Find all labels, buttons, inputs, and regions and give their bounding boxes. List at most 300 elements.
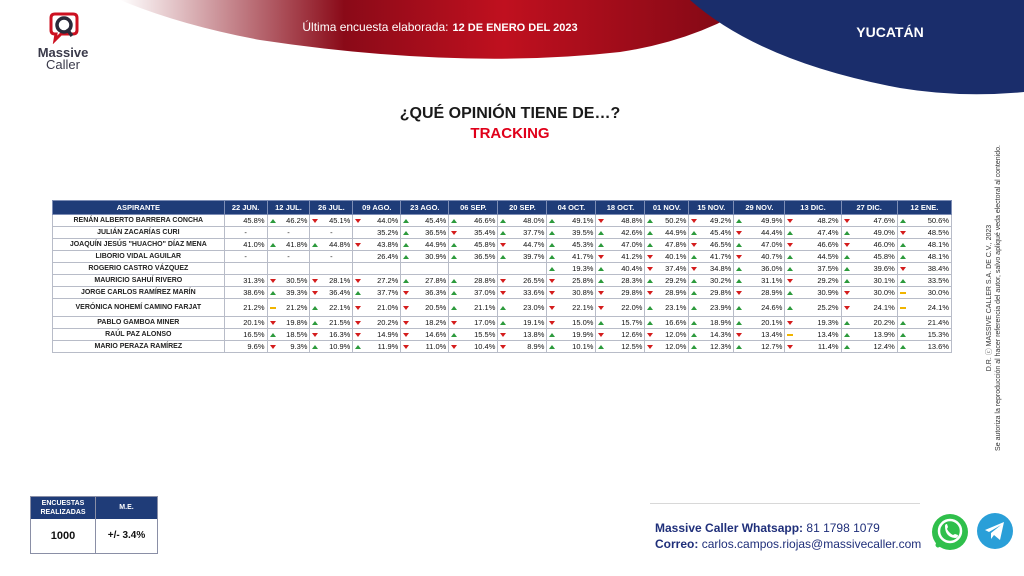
trend-up-icon [691, 231, 697, 235]
opinion-value: 28.1% [329, 276, 351, 285]
opinion-value: 46.5% [710, 240, 732, 249]
opinion-value: 28.8% [474, 276, 496, 285]
opinion-cell [841, 275, 897, 287]
trend-down-icon [312, 291, 318, 295]
opinion-value: 47.4% [817, 228, 839, 237]
opinion-value: 37.4% [665, 264, 687, 273]
opinion-cell [596, 299, 645, 317]
opinion-value: 26.5% [523, 276, 545, 285]
trend-down-icon [900, 267, 906, 271]
trend-up-icon [451, 306, 457, 310]
trend-up-icon [270, 219, 276, 223]
trend-up-icon [900, 243, 906, 247]
opinion-value: 44.4% [761, 228, 783, 237]
brand-logo [28, 12, 98, 71]
trend-down-icon [647, 255, 653, 259]
copyright-line1: D.R. ⓒ MASSIVE CALLER S.A. DE C.V., 2023 [986, 224, 993, 372]
trend-up-icon [270, 333, 276, 337]
trend-up-icon [647, 306, 653, 310]
trend-up-icon [549, 219, 555, 223]
opinion-value: 42.6% [621, 228, 643, 237]
opinion-value: 41.7% [710, 252, 732, 261]
opinion-cell [645, 251, 689, 263]
opinion-cell [267, 329, 310, 341]
opinion-cell [689, 215, 734, 227]
opinion-cell [449, 341, 498, 353]
trend-down-icon [900, 231, 906, 235]
trend-down-icon [403, 333, 409, 337]
opinion-cell [785, 251, 841, 263]
column-header-date: 26 JUL. [310, 201, 353, 215]
opinion-cell [224, 287, 267, 299]
opinion-cell [267, 251, 310, 263]
opinion-value: 36.5% [474, 252, 496, 261]
trend-up-icon [736, 306, 742, 310]
opinion-value: 16.5% [243, 330, 265, 339]
trend-down-icon [691, 267, 697, 271]
column-header-date: 04 OCT. [547, 201, 596, 215]
opinion-value: 44.5% [817, 252, 839, 261]
opinion-value: 22.1% [329, 303, 351, 312]
table-row [53, 287, 952, 299]
opinion-value: 41.7% [572, 252, 594, 261]
opinion-value: - [287, 252, 290, 261]
trend-up-icon [900, 321, 906, 325]
candidate-name: RAÚL PAZ ALONSO [53, 329, 225, 341]
trend-up-icon [900, 333, 906, 337]
opinion-cell [224, 275, 267, 287]
opinion-value: 13.9% [873, 330, 895, 339]
opinion-cell [734, 275, 785, 287]
opinion-cell [897, 227, 951, 239]
trend-down-icon [598, 255, 604, 259]
opinion-value: 26.4% [377, 252, 399, 261]
opinion-cell [841, 239, 897, 251]
trend-down-icon [500, 291, 506, 295]
opinion-value: 29.8% [710, 288, 732, 297]
opinion-value: 19.1% [523, 318, 545, 327]
opinion-value: 37.7% [377, 288, 399, 297]
trend-up-icon [844, 231, 850, 235]
opinion-cell [498, 239, 547, 251]
trend-down-icon [451, 321, 457, 325]
opinion-cell [897, 263, 951, 275]
surveys-label: ENCUESTAS REALIZADAS [31, 497, 95, 519]
opinion-value: 47.6% [873, 216, 895, 225]
opinion-value: 40.4% [621, 264, 643, 273]
trend-up-icon [691, 306, 697, 310]
opinion-cell [841, 227, 897, 239]
opinion-cell [401, 341, 449, 353]
opinion-value: 38.6% [243, 288, 265, 297]
opinion-cell [353, 287, 401, 299]
opinion-value: 45.8% [873, 252, 895, 261]
telegram-icon[interactable] [976, 512, 1014, 550]
opinion-cell [498, 317, 547, 329]
opinion-value: 47.8% [665, 240, 687, 249]
opinion-cell [689, 317, 734, 329]
trend-up-icon [736, 345, 742, 349]
opinion-cell [224, 299, 267, 317]
opinion-cell [353, 329, 401, 341]
opinion-value: 49.9% [761, 216, 783, 225]
opinion-cell [645, 299, 689, 317]
opinion-cell [401, 287, 449, 299]
opinion-value: 31.1% [761, 276, 783, 285]
opinion-value: - [244, 228, 247, 237]
opinion-cell [401, 263, 449, 275]
trend-down-icon [549, 321, 555, 325]
opinion-cell [310, 275, 353, 287]
opinion-value: 9.6% [247, 342, 265, 351]
opinion-value: 30.9% [817, 288, 839, 297]
opinion-value: 30.1% [873, 276, 895, 285]
opinion-cell [645, 287, 689, 299]
opinion-value: 46.2% [286, 216, 308, 225]
opinion-cell [310, 317, 353, 329]
trend-down-icon [355, 243, 361, 247]
opinion-cell [267, 239, 310, 251]
trend-up-icon [598, 321, 604, 325]
trend-up-icon [451, 243, 457, 247]
opinion-value: 46.6% [474, 216, 496, 225]
survey-date-value: 12 DE ENERO DEL 2023 [452, 22, 578, 34]
opinion-cell [449, 329, 498, 341]
opinion-cell [596, 317, 645, 329]
opinion-value: 37.7% [523, 228, 545, 237]
opinion-value: 50.6% [927, 216, 949, 225]
opinion-cell [689, 251, 734, 263]
trend-down-icon [549, 306, 555, 310]
opinion-value: 23.1% [665, 303, 687, 312]
opinion-cell [645, 341, 689, 353]
trend-down-icon [500, 345, 506, 349]
opinion-value: 19.3% [817, 318, 839, 327]
opinion-cell [645, 329, 689, 341]
trend-up-icon [500, 306, 506, 310]
table-row [53, 329, 952, 341]
opinion-cell [498, 275, 547, 287]
trend-down-icon [355, 279, 361, 283]
trend-up-icon [844, 333, 850, 337]
trend-flat-icon [270, 307, 276, 309]
trend-up-icon [451, 279, 457, 283]
opinion-value: 28.9% [665, 288, 687, 297]
opinion-value: 48.5% [927, 228, 949, 237]
trend-up-icon [549, 333, 555, 337]
trend-up-icon [647, 219, 653, 223]
opinion-value: 12.6% [621, 330, 643, 339]
trend-down-icon [598, 291, 604, 295]
trend-up-icon [598, 267, 604, 271]
opinion-value: 39.5% [572, 228, 594, 237]
candidate-name: JOAQUÍN JESÚS "HUACHO" DÍAZ MENA [53, 239, 225, 251]
trend-up-icon [787, 231, 793, 235]
opinion-value: 19.9% [572, 330, 594, 339]
trend-down-icon [312, 279, 318, 283]
opinion-value: 21.4% [927, 318, 949, 327]
opinion-value: 38.4% [927, 264, 949, 273]
opinion-value: 14.6% [425, 330, 447, 339]
opinion-cell [689, 263, 734, 275]
trend-down-icon [355, 219, 361, 223]
trend-up-icon [451, 291, 457, 295]
opinion-cell [897, 275, 951, 287]
trend-down-icon [844, 306, 850, 310]
opinion-value: 8.9% [527, 342, 545, 351]
trend-up-icon [598, 279, 604, 283]
opinion-cell [547, 299, 596, 317]
trend-up-icon [549, 243, 555, 247]
opinion-value: 13.6% [927, 342, 949, 351]
opinion-cell [310, 251, 353, 263]
trend-up-icon [844, 279, 850, 283]
opinion-value: 45.1% [329, 216, 351, 225]
trend-up-icon [598, 345, 604, 349]
opinion-value: 21.5% [329, 318, 351, 327]
opinion-value: 44.7% [523, 240, 545, 249]
opinion-cell [449, 227, 498, 239]
opinion-value: 27.2% [377, 276, 399, 285]
trend-up-icon [312, 243, 318, 247]
opinion-cell [498, 299, 547, 317]
opinion-value: 48.1% [927, 240, 949, 249]
opinion-value: 15.7% [621, 318, 643, 327]
opinion-cell [353, 239, 401, 251]
opinion-cell [401, 227, 449, 239]
opinion-cell [547, 287, 596, 299]
opinion-cell [596, 329, 645, 341]
opinion-cell [897, 239, 951, 251]
opinion-value: 28.3% [621, 276, 643, 285]
copyright-line2: Se autoriza la reproducción al hacer referencia del autor, salvo apliqué veda electoral al contenido. [995, 145, 1002, 451]
trend-up-icon [844, 345, 850, 349]
tracking-table [52, 200, 952, 353]
trend-up-icon [736, 279, 742, 283]
opinion-cell [841, 341, 897, 353]
opinion-cell [353, 215, 401, 227]
opinion-cell [596, 227, 645, 239]
page-title: ¿QUÉ OPINIÓN TIENE DE…? [399, 105, 621, 122]
trend-down-icon [787, 345, 793, 349]
opinion-cell [734, 263, 785, 275]
opinion-cell [841, 317, 897, 329]
trend-up-icon [900, 345, 906, 349]
opinion-value: 18.2% [425, 318, 447, 327]
opinion-value: 48.1% [927, 252, 949, 261]
opinion-value: 47.0% [621, 240, 643, 249]
candidate-name: PABLO GAMBOA MINER [53, 317, 225, 329]
trend-down-icon [787, 219, 793, 223]
opinion-value: 29.2% [665, 276, 687, 285]
table-row [53, 275, 952, 287]
opinion-value: - [330, 252, 333, 261]
opinion-value: 25.8% [572, 276, 594, 285]
trend-up-icon [691, 291, 697, 295]
whatsapp-label: Massive Caller Whatsapp: [655, 521, 804, 535]
candidate-name: VERÓNICA NOHEMÍ CAMINO FARJAT [53, 299, 225, 317]
opinion-value: 36.5% [425, 228, 447, 237]
opinion-cell [689, 341, 734, 353]
column-header-date: 09 AGO. [353, 201, 401, 215]
opinion-cell [353, 317, 401, 329]
margin-error-label: M.E. [95, 497, 157, 519]
opinion-value: 14.3% [710, 330, 732, 339]
opinion-value: 31.3% [243, 276, 265, 285]
table-row [53, 299, 952, 317]
trend-up-icon [736, 321, 742, 325]
trend-down-icon [270, 321, 276, 325]
candidate-name: LIBORIO VIDAL AGUILAR [53, 251, 225, 263]
opinion-cell [897, 317, 951, 329]
copyright-note [985, 118, 1003, 478]
trend-down-icon [736, 333, 742, 337]
trend-flat-icon [900, 292, 906, 294]
column-header-date: 06 SEP. [449, 201, 498, 215]
opinion-cell [897, 251, 951, 263]
opinion-value: 45.3% [572, 240, 594, 249]
trend-up-icon [647, 321, 653, 325]
opinion-cell [353, 341, 401, 353]
opinion-cell [224, 341, 267, 353]
opinion-cell [645, 275, 689, 287]
opinion-value: 24.1% [873, 303, 895, 312]
opinion-cell [785, 239, 841, 251]
opinion-cell [596, 287, 645, 299]
trend-down-icon [844, 243, 850, 247]
opinion-value: 21.1% [474, 303, 496, 312]
trend-up-icon [451, 255, 457, 259]
opinion-cell [785, 317, 841, 329]
opinion-value: 36.0% [761, 264, 783, 273]
opinion-value: 12.5% [621, 342, 643, 351]
opinion-cell [224, 329, 267, 341]
opinion-cell [734, 251, 785, 263]
trend-up-icon [691, 279, 697, 283]
trend-down-icon [787, 321, 793, 325]
trend-down-icon [312, 333, 318, 337]
trend-down-icon [647, 267, 653, 271]
opinion-cell [596, 239, 645, 251]
trend-up-icon [598, 243, 604, 247]
opinion-cell [596, 275, 645, 287]
candidate-name: JORGE CARLOS RAMÍREZ MARÍN [53, 287, 225, 299]
survey-summary-box [30, 496, 158, 554]
opinion-cell [734, 299, 785, 317]
opinion-value: 41.0% [243, 240, 265, 249]
trend-down-icon [270, 279, 276, 283]
survey-date-banner [270, 20, 610, 34]
opinion-cell [401, 275, 449, 287]
opinion-value: 23.9% [710, 303, 732, 312]
opinion-value: 43.8% [377, 240, 399, 249]
trend-up-icon [787, 306, 793, 310]
trend-up-icon [312, 306, 318, 310]
opinion-cell [498, 227, 547, 239]
opinion-value: 12.7% [761, 342, 783, 351]
trend-up-icon [736, 267, 742, 271]
opinion-cell [547, 275, 596, 287]
opinion-cell [785, 341, 841, 353]
opinion-value: 23.0% [523, 303, 545, 312]
opinion-value: 44.9% [425, 240, 447, 249]
whatsapp-icon[interactable] [930, 512, 970, 552]
opinion-value: - [330, 228, 333, 237]
opinion-value: 25.2% [817, 303, 839, 312]
opinion-value: - [244, 252, 247, 261]
opinion-value: 30.0% [873, 288, 895, 297]
opinion-cell [897, 215, 951, 227]
trend-up-icon [647, 231, 653, 235]
opinion-value: 13.4% [761, 330, 783, 339]
trend-up-icon [691, 345, 697, 349]
opinion-cell [785, 263, 841, 275]
opinion-cell [596, 263, 645, 275]
opinion-value: 30.8% [572, 288, 594, 297]
opinion-cell [689, 299, 734, 317]
email-address[interactable]: carlos.campos.riojas@massivecaller.com [701, 537, 922, 551]
column-header-date: 27 DIC. [841, 201, 897, 215]
opinion-cell [547, 251, 596, 263]
trend-up-icon [598, 231, 604, 235]
opinion-value: 48.8% [621, 216, 643, 225]
opinion-value: 29.8% [621, 288, 643, 297]
opinion-cell [547, 329, 596, 341]
trend-down-icon [312, 219, 318, 223]
opinion-cell [498, 215, 547, 227]
opinion-cell [689, 329, 734, 341]
opinion-value: 41.2% [621, 252, 643, 261]
trend-flat-icon [787, 334, 793, 336]
opinion-cell [734, 317, 785, 329]
contact-info [655, 520, 935, 552]
opinion-cell [689, 239, 734, 251]
opinion-cell [224, 215, 267, 227]
opinion-value: 24.6% [761, 303, 783, 312]
trend-down-icon [355, 321, 361, 325]
whatsapp-number[interactable]: 81 1798 1079 [806, 521, 880, 535]
opinion-value: 20.2% [377, 318, 399, 327]
opinion-cell [547, 239, 596, 251]
brand-name-line1: Massive [37, 45, 89, 60]
column-header-date: 15 NOV. [689, 201, 734, 215]
opinion-value: 50.2% [665, 216, 687, 225]
trend-up-icon [647, 243, 653, 247]
opinion-cell [596, 341, 645, 353]
trend-up-icon [844, 267, 850, 271]
brand-name-line2: Caller [46, 57, 80, 72]
opinion-value: 11.0% [425, 342, 447, 351]
opinion-cell [310, 263, 353, 275]
opinion-cell [267, 299, 310, 317]
trend-up-icon [355, 291, 361, 295]
opinion-cell [224, 263, 267, 275]
opinion-value: 13.8% [523, 330, 545, 339]
opinion-value: 21.0% [377, 303, 399, 312]
opinion-cell [689, 275, 734, 287]
opinion-cell [785, 227, 841, 239]
opinion-value: 30.2% [710, 276, 732, 285]
opinion-cell [267, 215, 310, 227]
trend-down-icon [500, 243, 506, 247]
trend-up-icon [451, 333, 457, 337]
opinion-value: 24.1% [927, 303, 949, 312]
opinion-value: 30.0% [927, 288, 949, 297]
opinion-value: 49.1% [572, 216, 594, 225]
opinion-value: 40.7% [761, 252, 783, 261]
table-row [53, 227, 952, 239]
opinion-cell [449, 287, 498, 299]
